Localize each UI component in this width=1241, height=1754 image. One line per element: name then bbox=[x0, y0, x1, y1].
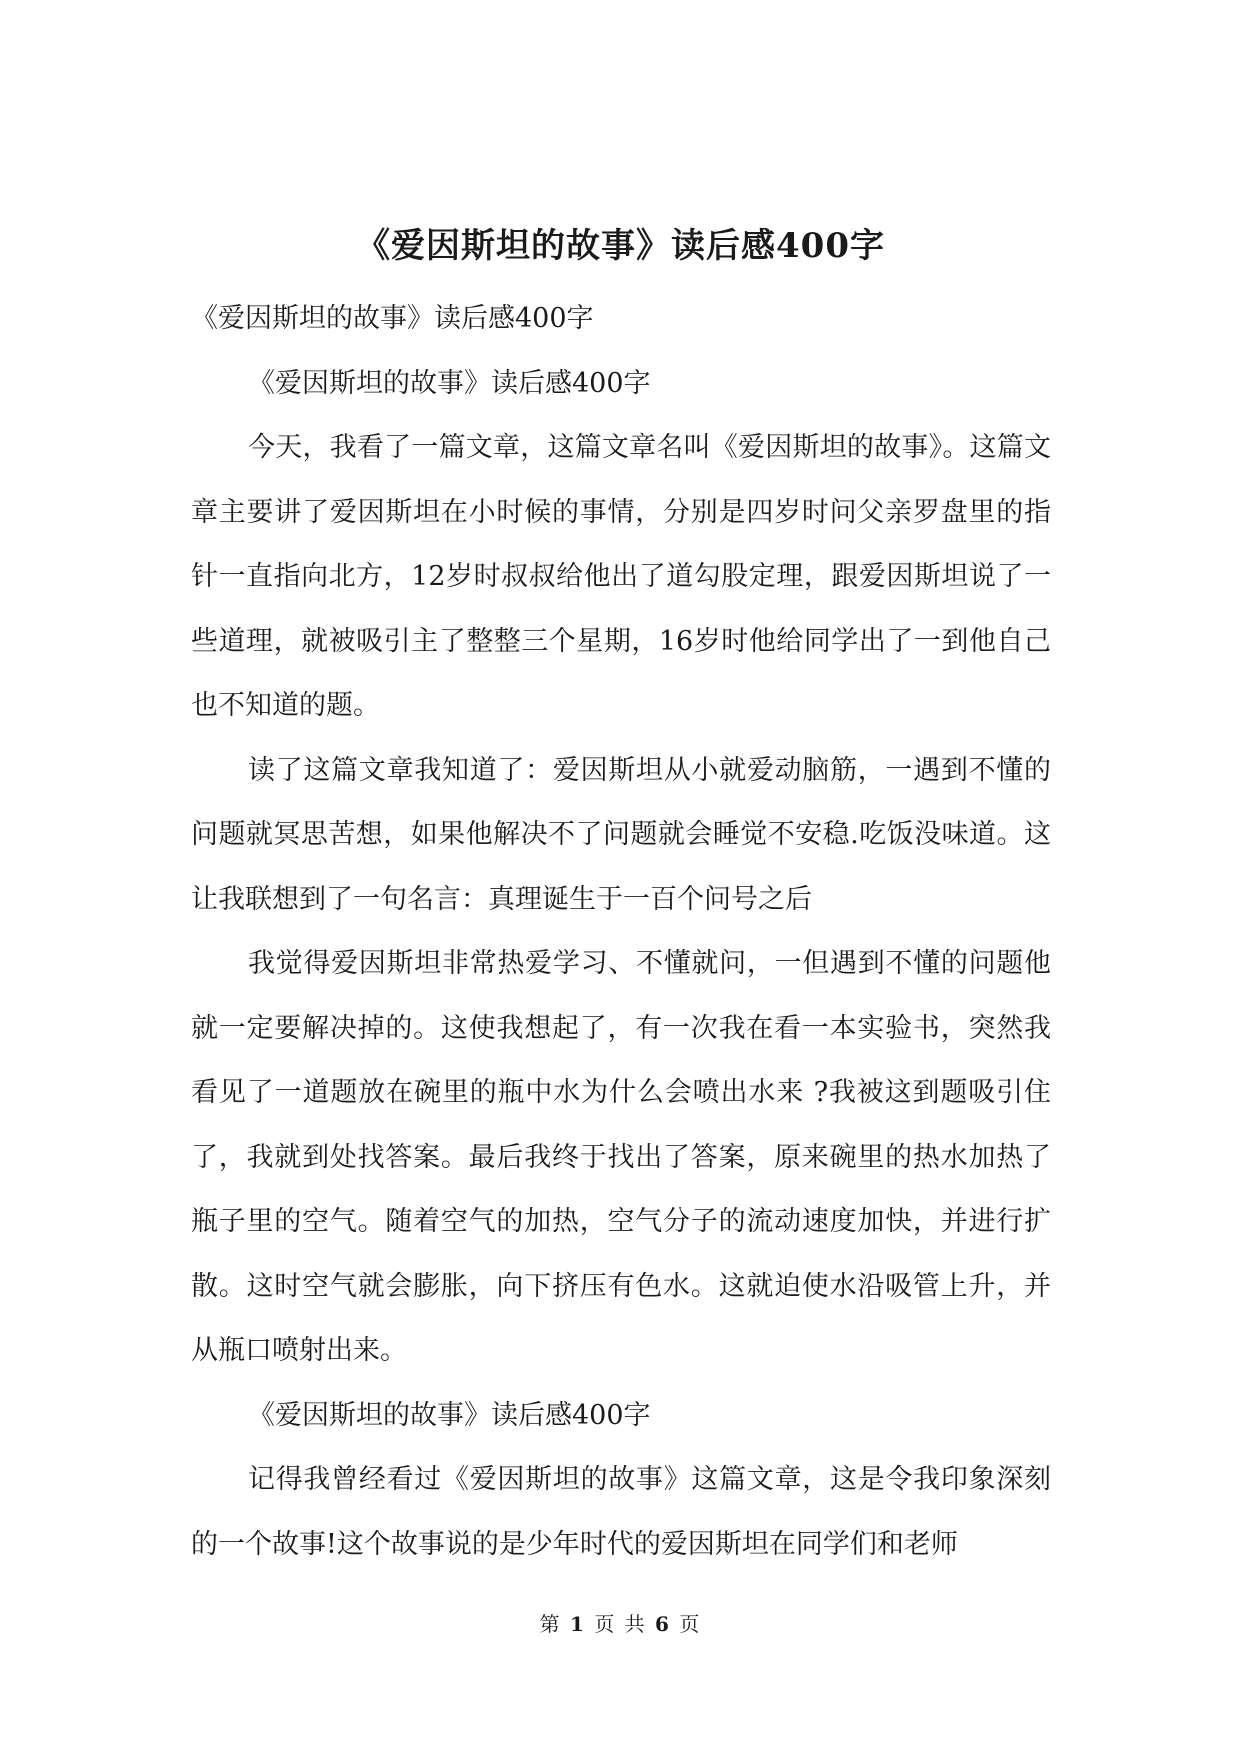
paragraph: 记得我曾经看过《爱因斯坦的故事》这篇文章，这是令我印象深刻的一个故事!这个故事说的是少年时代的爱因斯坦在同学们和老师 bbox=[191, 1464, 1051, 1560]
document-body bbox=[191, 287, 1051, 1577]
paragraph-heading: 《爱因斯坦的故事》读后感400字 bbox=[191, 303, 594, 334]
page-footer bbox=[0, 1610, 1241, 1638]
paragraph: 读了这篇文章我知道了：爱因斯坦从小就爱动脑筋，一遇到不懂的问题就冥思苦想，如果他解决不了问题就会睡觉不安稳.吃饭没味道。这让我联想到了一句名言：真理诞生于一百个问号之后 bbox=[191, 754, 1051, 915]
document-title: 《爱因斯坦的故事》读后感400字 bbox=[356, 226, 885, 266]
current-page-number: 1 bbox=[570, 1612, 586, 1636]
paragraph: 今天，我看了一篇文章，这篇文章名叫《爱因斯坦的故事》。这篇文章主要讲了爱因斯坦在小时候的事情，分别是四岁时问父亲罗盘里的指针一直指向北方，12岁时叔叔给他出了道勾股定理，跟爱因斯坦说了一些道理，就被吸引主了整整三个星期，16岁时他给同学出了一到他自己也不知道的题。 bbox=[191, 432, 1051, 721]
footer-prefix: 第 bbox=[539, 1612, 562, 1636]
footer-middle: 页 共 bbox=[594, 1612, 647, 1636]
footer-suffix: 页 bbox=[679, 1612, 702, 1636]
paragraph: 我觉得爱因斯坦非常热爱学习、不懂就问，一但遇到不懂的问题他就一定要解决掉的。这使我想起了，有一次我在看一本实验书，突然我看见了一道题放在碗里的瓶中水为什么会喷出水来 ?我被这到题吸引住了，我就到处找答案。最后我终于找出了答案，原来碗里的热水加热了瓶子里的空气。随着空气的加热，空气分子的流动速度加快，并进行扩散。这时空气就会膨胀，向下挤压有色水。这就迫使水沿吸管上升，并从瓶口喷射出来。 bbox=[191, 948, 1051, 1366]
total-page-count: 6 bbox=[655, 1612, 671, 1636]
paragraph-subheading: 《爱因斯坦的故事》读后感400字 bbox=[248, 367, 651, 399]
paragraph-subheading: 《爱因斯坦的故事》读后感400字 bbox=[248, 1399, 651, 1431]
